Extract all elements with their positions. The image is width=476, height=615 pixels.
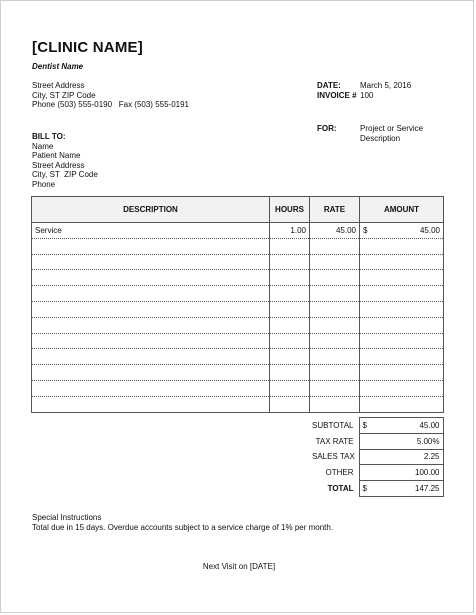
row-currency: $ xyxy=(363,225,368,235)
row-description[interactable] xyxy=(32,333,270,349)
row-rate[interactable] xyxy=(310,333,360,349)
row-amount[interactable] xyxy=(360,333,444,349)
for-value: Project or Service Description xyxy=(360,124,424,143)
header-description: DESCRIPTION xyxy=(32,197,270,223)
row-amount[interactable] xyxy=(360,396,444,412)
row-hours[interactable] xyxy=(270,380,310,396)
subtotal-value: 45.00 xyxy=(419,420,440,430)
row-rate[interactable] xyxy=(310,317,360,333)
row-amount[interactable] xyxy=(360,286,444,302)
row-hours[interactable] xyxy=(270,317,310,333)
row-description[interactable] xyxy=(32,380,270,396)
row-hours[interactable] xyxy=(270,333,310,349)
bill-to-name: Name xyxy=(32,141,54,151)
row-amount-value: 45.00 xyxy=(419,225,440,235)
invoice-number-label: INVOICE # xyxy=(317,90,357,100)
totals-table xyxy=(309,417,444,497)
row-rate[interactable] xyxy=(310,349,360,365)
row-amount[interactable] xyxy=(360,254,444,270)
sales-tax-row xyxy=(309,449,443,465)
date-value: March 5, 2016 xyxy=(360,81,412,90)
special-instructions xyxy=(32,513,333,532)
clinic-city: City, ST ZIP Code xyxy=(32,90,96,100)
table-row xyxy=(32,301,444,317)
invoice-meta-labels xyxy=(317,81,357,100)
header-amount: AMOUNT xyxy=(360,197,444,223)
bill-to-block xyxy=(32,132,98,190)
row-hours[interactable] xyxy=(270,396,310,412)
row-rate[interactable] xyxy=(310,365,360,381)
row-hours[interactable]: 1.00 xyxy=(270,223,310,239)
for-label: FOR: xyxy=(317,124,337,133)
row-amount[interactable] xyxy=(360,238,444,254)
row-description[interactable] xyxy=(32,317,270,333)
row-rate[interactable] xyxy=(310,380,360,396)
table-row xyxy=(32,333,444,349)
table-row xyxy=(32,270,444,286)
clinic-phone-fax: Phone (503) 555-0190 Fax (503) 555-0191 xyxy=(32,100,189,110)
row-description[interactable] xyxy=(32,365,270,381)
clinic-address xyxy=(32,81,189,110)
total-row xyxy=(309,481,443,497)
row-amount[interactable] xyxy=(360,380,444,396)
total-value-cell[interactable] xyxy=(359,481,443,497)
table-header-row xyxy=(32,197,444,223)
line-items-table xyxy=(31,196,444,413)
row-hours[interactable] xyxy=(270,270,310,286)
bill-to-label: BILL TO: xyxy=(32,132,66,141)
row-description[interactable] xyxy=(32,301,270,317)
total-label: TOTAL xyxy=(327,484,354,494)
special-instructions-title: Special Instructions xyxy=(32,513,102,522)
dentist-name: Dentist Name xyxy=(32,62,84,71)
row-amount[interactable] xyxy=(360,349,444,365)
row-hours[interactable] xyxy=(270,238,310,254)
header-hours: HOURS xyxy=(270,197,310,223)
bill-to-city: City, ST ZIP Code xyxy=(32,170,98,180)
row-hours[interactable] xyxy=(270,286,310,302)
next-visit: Next Visit on [DATE] xyxy=(202,562,276,571)
row-description[interactable] xyxy=(32,238,270,254)
table-row xyxy=(32,254,444,270)
tax-rate-row xyxy=(309,433,443,449)
other-row xyxy=(309,465,443,481)
clinic-name: [CLINIC NAME] xyxy=(32,39,143,56)
row-description[interactable] xyxy=(32,270,270,286)
invoice-meta-values xyxy=(360,81,411,100)
row-hours[interactable] xyxy=(270,301,310,317)
other-value[interactable]: 100.00 xyxy=(359,465,443,481)
row-hours[interactable] xyxy=(270,254,310,270)
row-rate[interactable] xyxy=(310,270,360,286)
row-description[interactable] xyxy=(32,349,270,365)
row-amount[interactable] xyxy=(360,301,444,317)
tax-rate-value[interactable]: 5.00% xyxy=(359,433,443,449)
invoice-number-value: 100 xyxy=(360,90,374,100)
table-row xyxy=(32,286,444,302)
row-amount[interactable] xyxy=(360,365,444,381)
table-row xyxy=(32,380,444,396)
date-label: DATE: xyxy=(317,81,341,90)
row-rate[interactable] xyxy=(310,254,360,270)
table-row xyxy=(32,223,444,239)
line-items-body xyxy=(32,223,444,413)
subtotal-label: SUBTOTAL xyxy=(312,420,354,430)
table-row xyxy=(32,396,444,412)
sales-tax-label: SALES TAX xyxy=(312,452,355,462)
row-rate[interactable] xyxy=(310,301,360,317)
subtotal-currency: $ xyxy=(362,420,367,430)
header-rate: RATE xyxy=(310,197,360,223)
row-amount[interactable] xyxy=(360,317,444,333)
row-rate[interactable] xyxy=(310,286,360,302)
table-row xyxy=(32,349,444,365)
row-rate[interactable] xyxy=(310,238,360,254)
table-row xyxy=(32,365,444,381)
bill-to-phone: Phone xyxy=(32,179,56,189)
other-label: OTHER xyxy=(325,468,354,478)
row-description[interactable] xyxy=(32,396,270,412)
sales-tax-value[interactable]: 2.25 xyxy=(359,449,443,465)
row-description[interactable]: Service xyxy=(32,223,270,239)
total-value: 147.25 xyxy=(415,484,440,494)
row-amount[interactable] xyxy=(360,270,444,286)
table-row xyxy=(32,317,444,333)
subtotal-value-cell[interactable] xyxy=(359,418,443,434)
row-hours[interactable] xyxy=(270,365,310,381)
clinic-street: Street Address xyxy=(32,81,85,90)
bill-to-street: Street Address xyxy=(32,160,85,170)
row-amount[interactable] xyxy=(360,223,444,239)
bill-to-patient: Patient Name xyxy=(32,151,81,161)
row-rate[interactable] xyxy=(310,396,360,412)
special-instructions-text: Total due in 15 days. Overdue accounts subject to a service charge of 1% per month. xyxy=(32,522,334,532)
subtotal-row xyxy=(309,418,443,434)
table-row xyxy=(32,238,444,254)
row-description[interactable] xyxy=(32,286,270,302)
total-currency: $ xyxy=(362,484,367,494)
row-hours[interactable] xyxy=(270,349,310,365)
row-description[interactable] xyxy=(32,254,270,270)
row-rate[interactable]: 45.00 xyxy=(310,223,360,239)
tax-rate-label: TAX RATE xyxy=(315,436,354,446)
